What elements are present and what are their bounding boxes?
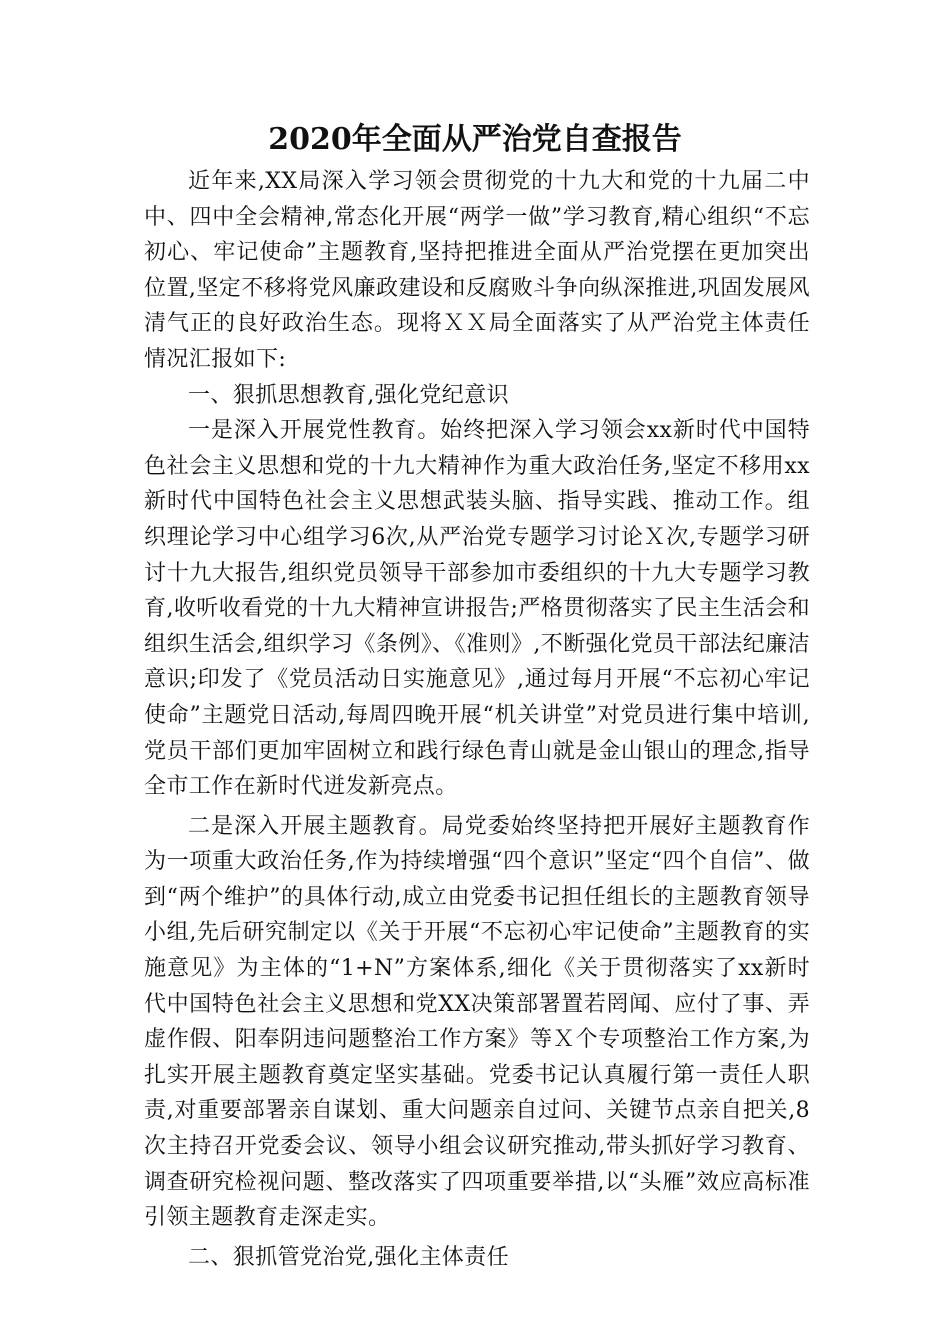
section-2-heading: 二、狠抓管党治党,强化主体责任 bbox=[188, 1244, 509, 1270]
document-title: 2020年全面从严治党自查报告 bbox=[268, 122, 682, 157]
document-body bbox=[144, 164, 810, 1275]
intro-paragraph: 近年来,XX局深入学习领会贯彻党的十九大和党的十九届二中中、四中全会精神,常态化开展“两学一做”学习教育,精心组织“不忘初心、牢记使命”主题教育,坚持把推进全面从严治党摆在更加突出位置,坚定不移将党风廉政建设和反腐败斗争向纵深推进,巩固发展风清气正的良好政治生态。现将ＸＸ局全面落实了从严治党主体责任情况汇报如下: bbox=[144, 169, 810, 372]
section-1-paragraph-1: 一是深入开展党性教育。始终把深入学习领会xx新时代中国特色社会主义思想和党的十九大精神作为重大政治任务,坚定不移用xx新时代中国特色社会主义思想武装头脑、指导实践、推动工作。组织理论学习中心组学习6次,从严治党专题学习讨论Ｘ次,专题学习研讨十九大报告,组织党员领导干部参加市委组织的十九大专题学习教育,收听收看党的十九大精神宣讲报告;严格贯彻落实了民主生活会和组织生活会,组织学习《条例》、《准则》,不断强化党员干部法纪廉洁意识;印发了《党员活动日实施意见》,通过每月开展“不忘初心牢记使命”主题党日活动,每周四晚开展“机关讲堂”对党员进行集中培训,党员干部们更加牢固树立和践行绿色青山就是金山银山的理念,指导全市工作在新时代迸发新亮点。 bbox=[144, 418, 810, 800]
section-1-paragraph-2: 二是深入开展主题教育。局党委始终坚持把开展好主题教育作为一项重大政治任务,作为持续增强“四个意识”坚定“四个自信”、做到“两个维护”的具体行动,成立由党委书记担任组长的主题教育领导小组,先后研究制定以《关于开展“不忘初心牢记使命”主题教育的实施意见》为主体的“1+N”方案体系,细化《关于贯彻落实了xx新时代中国特色社会主义思想和党XX决策部署置若罔闻、应付了事、弄虚作假、阳奉阴违问题整治工作方案》等Ｘ个专项整治工作方案,为扎实开展主题教育奠定坚实基础。党委书记认真履行第一责任人职责,对重要部署亲自谋划、重大问题亲自过问、关键节点亲自把关,8次主持召开党委会议、领导小组会议研究推动,带头抓好学习教育、调查研究检视问题、整改落实了四项重要举措,以“头雁”效应高标准引领主题教育走深走实。 bbox=[144, 813, 810, 1231]
section-1-heading: 一、狠抓思想教育,强化党纪意识 bbox=[188, 382, 509, 408]
